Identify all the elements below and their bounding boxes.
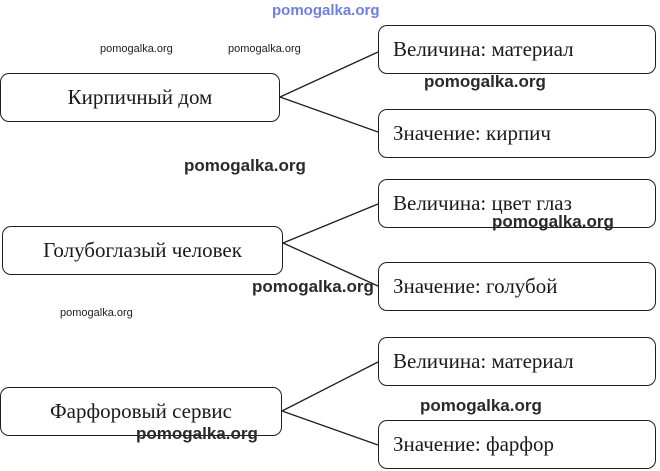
target-node-quantity-2: Величина: цвет глаз	[378, 179, 656, 228]
connector-line-1b	[280, 97, 378, 132]
target-node-value-3: Значение: фарфор	[378, 420, 656, 469]
watermark: pomogalka.org	[136, 424, 258, 443]
watermark: pomogalka.org	[492, 212, 614, 231]
target-node-value-1: Значение: кирпич	[378, 109, 656, 158]
target-node-quantity-1: Величина: материал	[378, 25, 656, 74]
source-node-porcelain-service: Фарфоровый сервис	[0, 387, 282, 436]
watermark: pomogalka.org	[424, 72, 546, 91]
source-node-blue-eyed-person: Голубоглазый человек	[2, 226, 283, 275]
target-node-quantity-3: Величина: материал	[378, 337, 656, 386]
connector-line-2a	[283, 204, 378, 243]
connector-line-1a	[280, 52, 378, 97]
connector-line-3a	[282, 362, 378, 411]
watermark-small: pomogalka.org	[228, 43, 301, 55]
watermark: pomogalka.org	[252, 277, 374, 296]
watermark: pomogalka.org	[184, 156, 306, 175]
target-node-value-2: Значение: голубой	[378, 262, 656, 311]
watermark: pomogalka.org	[420, 396, 542, 415]
connector-line-3b	[282, 411, 378, 445]
watermark-header: pomogalka.org	[272, 2, 380, 19]
watermark-small: pomogalka.org	[60, 307, 133, 319]
watermark-small: pomogalka.org	[100, 43, 173, 55]
source-node-brick-house: Кирпичный дом	[0, 73, 280, 122]
